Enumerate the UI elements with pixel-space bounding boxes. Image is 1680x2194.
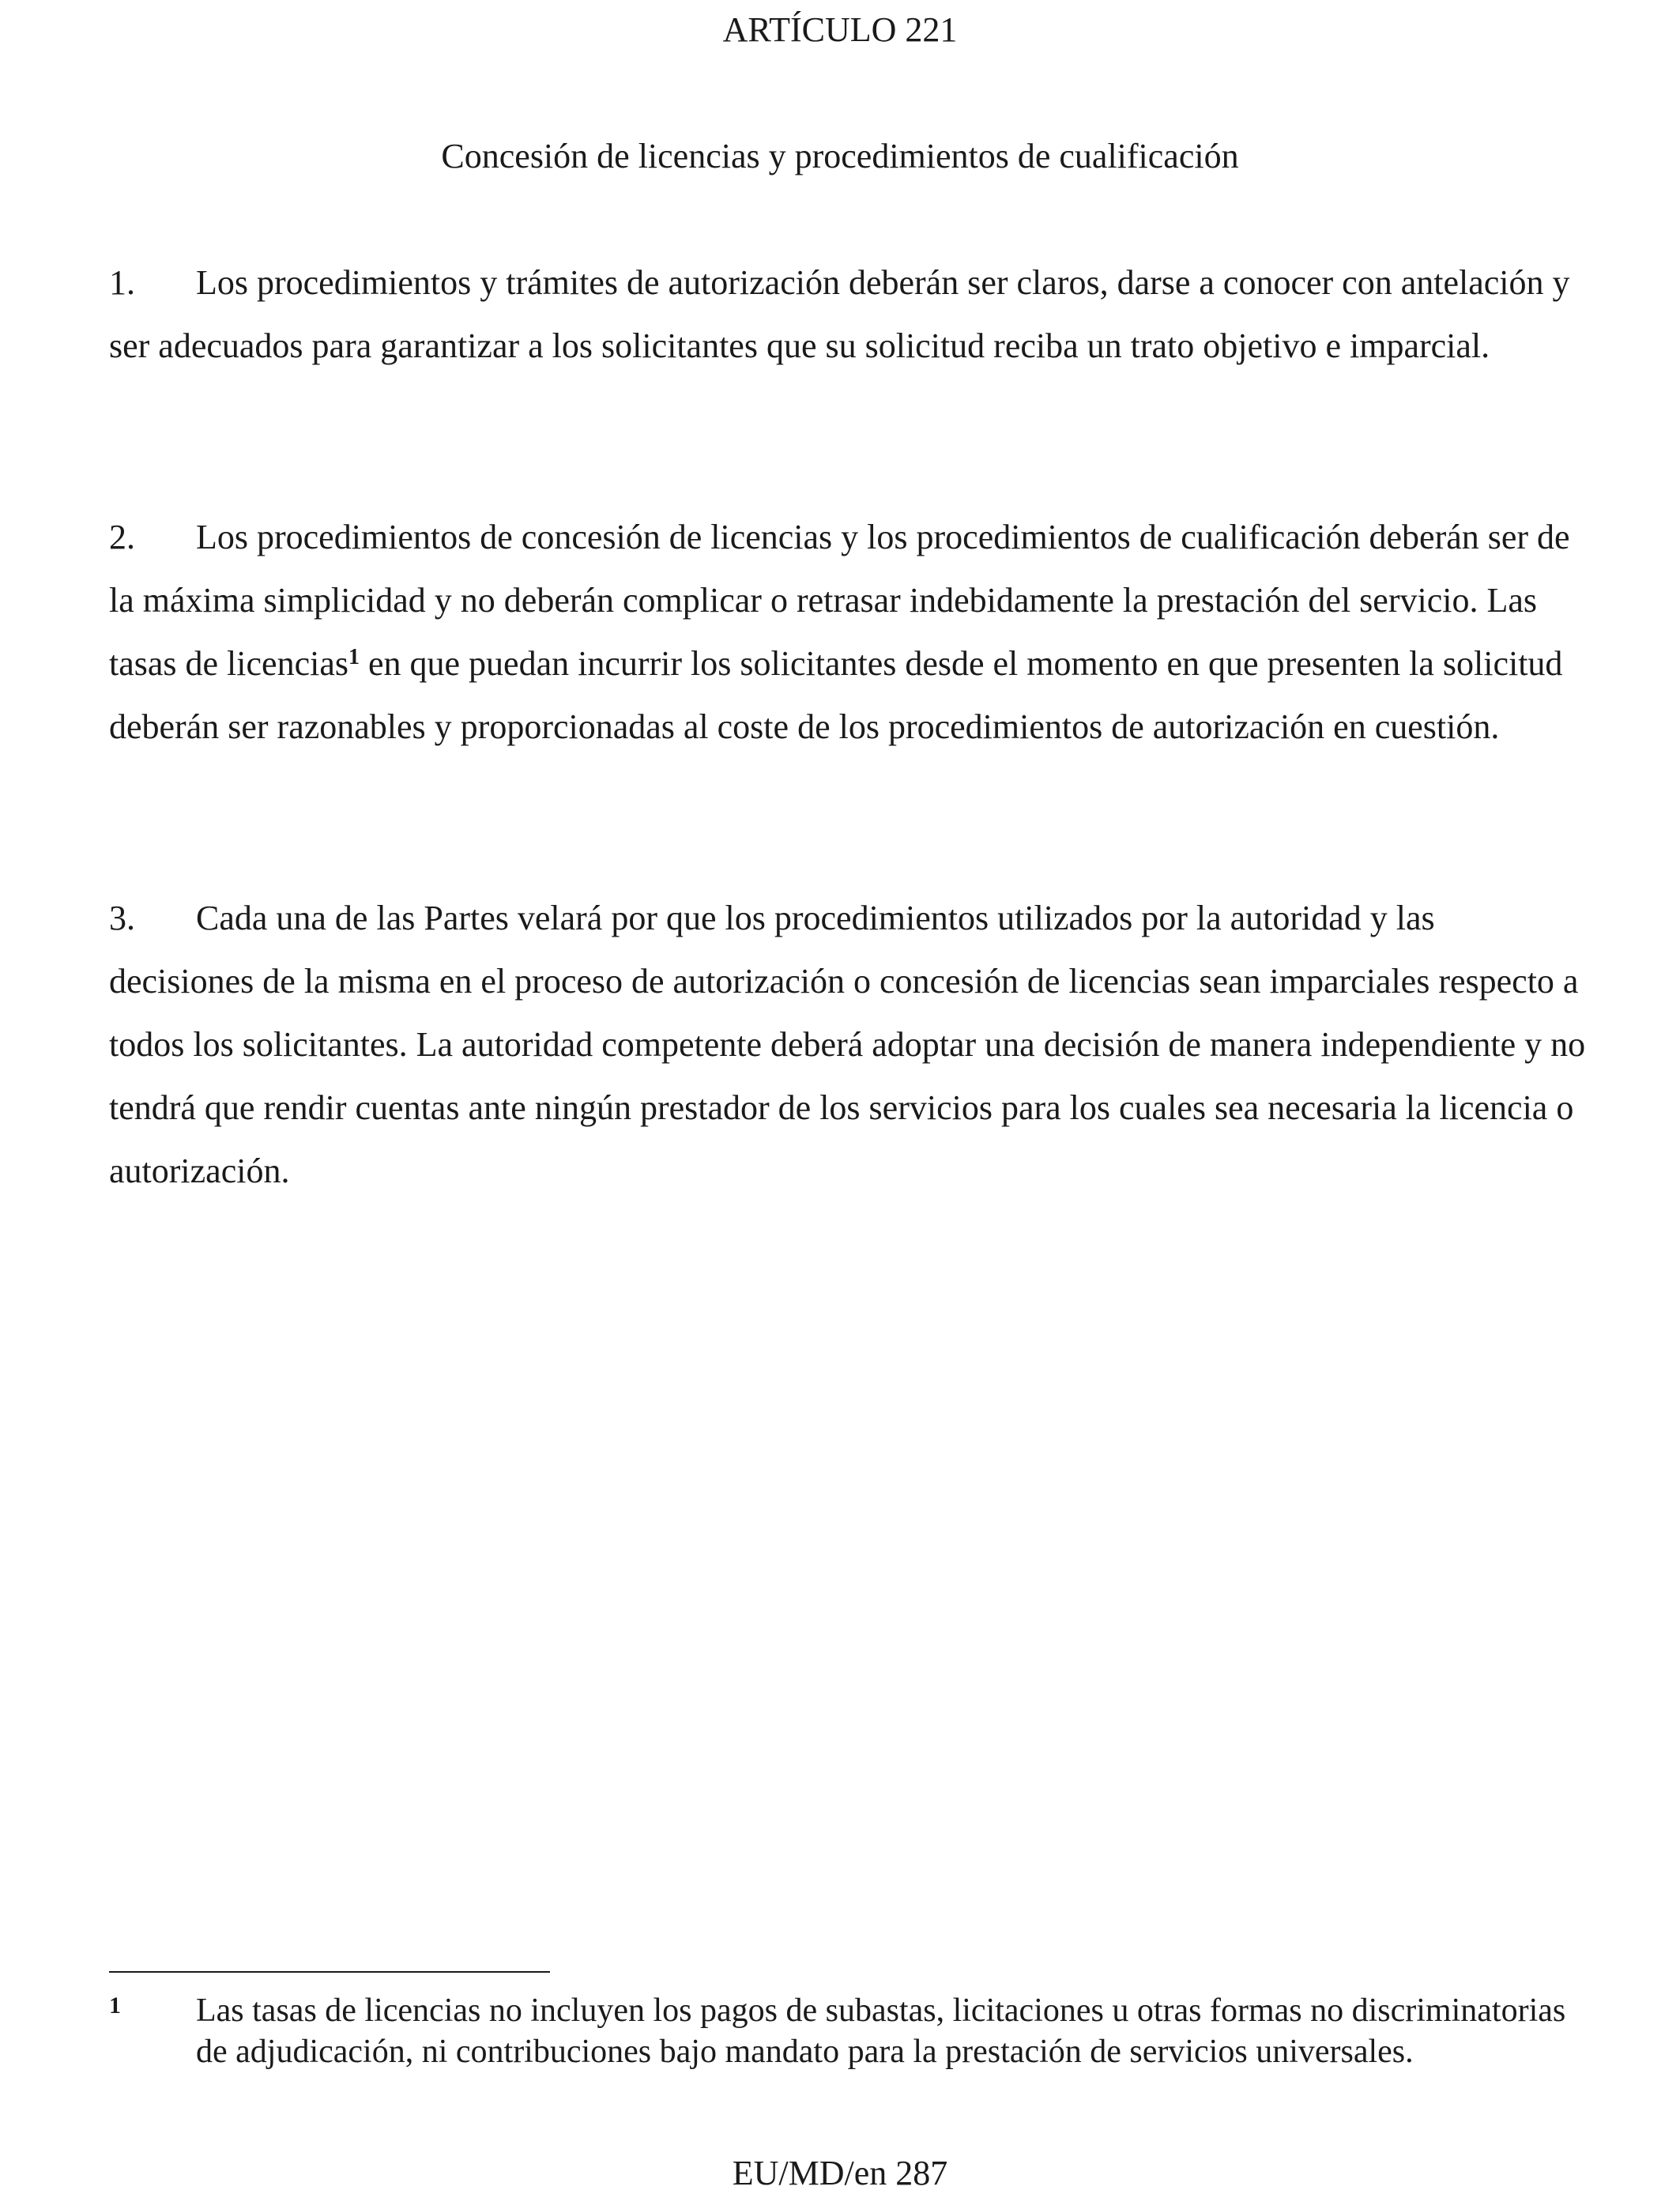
footnote-mark: 1 — [109, 1992, 121, 2019]
paragraph-text: Cada una de las Partes velará por que los procedimientos utilizados por la autoridad y las decisiones de la misma en el proceso de autorización o concesión de licencias sean imparciales respecto a todos los solicitantes. La autoridad competente deberá adoptar una decisión de manera independiente y no tendrá que rendir cuentas ante ningún prestador de los servicios para los cuales sea necesaria la licencia o autorización. — [109, 899, 1586, 1190]
paragraph-text: Los procedimientos de concesión de licencias y los procedimientos de cualificación deberán ser de la máxima simplicidad y no deberán complicar o retrasar indebidamente la prestación del servicio. Las tasas de licencias — [109, 518, 1570, 683]
footnote-text: Las tasas de licencias no incluyen los pagos de subastas, licitaciones u otras formas no discriminatorias de adjudicación, ni contribuciones bajo mandato para la prestación de servicios universales. — [196, 1992, 1566, 2070]
paragraph-text-continued: en que puedan incurrir los solicitantes desde el momento en que presenten la solicitud deberán ser razonables y proporcionadas al coste de los procedimientos de autorización en cuestión. — [109, 644, 1563, 746]
footnote-divider — [109, 1971, 550, 1973]
article-title: Concesión de licencias y procedimientos de cualificación — [441, 137, 1239, 175]
paragraph-number: 3. — [109, 899, 135, 937]
paragraph-3 — [109, 887, 1587, 1203]
footnote-reference[interactable]: 1 — [348, 645, 360, 669]
footnote — [109, 1990, 1587, 2072]
paragraph-text: Los procedimientos y trámites de autorización deberán ser claros, darse a conocer con antelación y ser adecuados para garantizar a los solicitantes que su solicitud reciba un trato objetivo e imparcial. — [109, 263, 1570, 365]
paragraph-1 — [109, 251, 1587, 378]
page-footer-reference: EU/MD/en 287 — [732, 2154, 948, 2192]
article-heading: ARTÍCULO 221 — [722, 10, 958, 49]
paragraph-number: 2. — [109, 518, 135, 556]
paragraph-number: 1. — [109, 263, 135, 302]
paragraph-2 — [109, 506, 1587, 759]
